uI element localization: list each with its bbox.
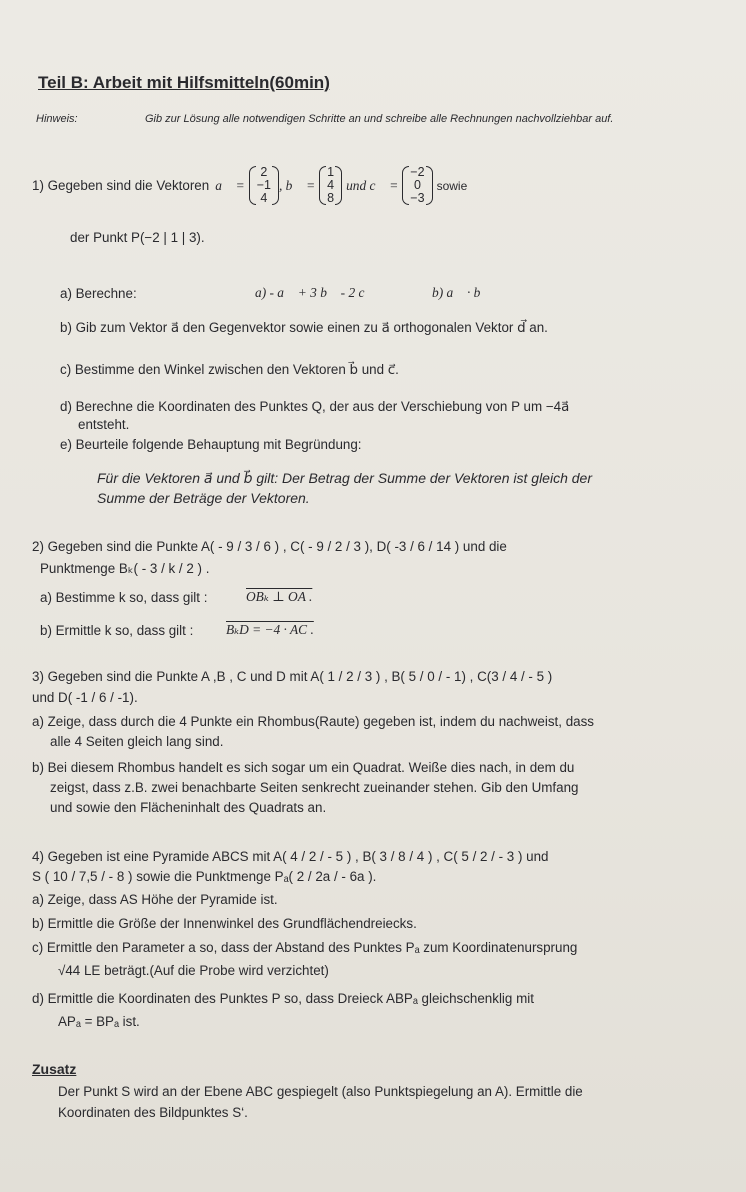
zusatz-title: Zusatz — [32, 1061, 77, 1077]
task2b-formula: BₖD = −4 · AC . — [226, 622, 314, 637]
vec-b-z: 8 — [327, 191, 335, 205]
task1e-claim-line1: Für die Vektoren a⃗ und b⃗ gilt: Der Betrag der Summe der Vektoren ist gleich der — [97, 470, 592, 486]
vec-b-x: 1 — [327, 165, 335, 179]
task4c-line2: √44 LE beträgt.(Auf die Probe wird verzichtet) — [58, 963, 329, 978]
vec-c-x: −2 — [410, 165, 425, 179]
vec-b-matrix — [319, 166, 342, 205]
task1e: e) Beurteile folgende Behauptung mit Begründung: — [60, 437, 362, 452]
task3b-line2: zeigst, dass z.B. zwei benachbarte Seiten senkrecht zueinander stehen. Gib den Umfang — [50, 780, 579, 795]
task1b: b) Gib zum Vektor a⃗ den Gegenvektor sowie einen zu a⃗ orthogonalen Vektor d⃗ an. — [60, 320, 548, 335]
vec-a-label: a⃗ = — [215, 177, 245, 193]
vec-b-label: , b⃗ = — [278, 177, 316, 193]
task1-vectors-line — [32, 166, 467, 205]
vec-b-y: 4 — [327, 178, 335, 192]
task1c: c) Bestimme den Winkel zwischen den Vektoren b⃗ und c⃗. — [60, 362, 399, 377]
task1a-expr1: a) - a⃗ + 3 b⃗ - 2 c⃗ — [255, 285, 375, 300]
task3-line2: und D( -1 / 6 / -1). — [32, 690, 138, 705]
task4d-line2: APₐ = BPₐ ist. — [58, 1014, 140, 1029]
task2-intro: 2) Gegeben sind die Punkte A( - 9 / 3 / 6 ) , C( - 9 / 2 / 3 ), D( -3 / 6 / 14 ) und die — [32, 539, 507, 554]
vec-c-z: −3 — [410, 191, 425, 205]
task1a-expr2: b) a⃗ · b⃗ — [432, 285, 491, 300]
task4d-line1: d) Ermittle die Koordinaten des Punktes P so, dass Dreieck ABPₐ gleichschenklig mit — [32, 991, 534, 1006]
task3-line1: 3) Gegeben sind die Punkte A ,B , C und D mit A( 1 / 2 / 3 ) , B( 5 / 0 / - 1) , C(3 / 4 / - 5 ) — [32, 669, 553, 684]
task3b-line1: b) Bei diesem Rhombus handelt es sich sogar um ein Quadrat. Weiße dies nach, in dem du — [32, 760, 575, 775]
task2-set: Punktmenge Bₖ( - 3 / k / 2 ) . — [40, 561, 210, 576]
vec-c-y: 0 — [413, 178, 421, 192]
page-title: Teil B: Arbeit mit Hilfsmitteln(60min) — [38, 73, 330, 92]
task4b: b) Ermittle die Größe der Innenwinkel des Grundflächendreiecks. — [32, 916, 417, 931]
task1e-claim-line2: Summe der Beträge der Vektoren. — [97, 490, 310, 506]
task1-intro: 1) Gegeben sind die Vektoren — [32, 177, 210, 193]
vec-a-matrix — [249, 166, 279, 205]
vec-a-x: 2 — [260, 165, 268, 179]
task3a-line2: alle 4 Seiten gleich lang sind. — [50, 734, 224, 749]
vec-a-z: 4 — [260, 191, 268, 205]
task4a: a) Zeige, dass AS Höhe der Pyramide ist. — [32, 892, 278, 907]
zusatz-line1: Der Punkt S wird an der Ebene ABC gespiegelt (also Punktspiegelung an A). Ermittle die — [58, 1084, 583, 1099]
vec-c-matrix — [402, 166, 432, 205]
vec-c-label: und c⃗ = — [346, 177, 399, 193]
task1d-line1: d) Berechne die Koordinaten des Punktes Q, der aus der Verschiebung von P um −4a⃗ — [60, 399, 570, 414]
task3a-line1: a) Zeige, dass durch die 4 Punkte ein Rhombus(Raute) gegeben ist, indem du nachweist, dass — [32, 714, 594, 729]
task4-line1: 4) Gegeben ist eine Pyramide ABCS mit A( 4 / 2 / - 5 ) , B( 3 / 8 / 4 ) , C( 5 / 2 / - 3 ) und — [32, 849, 549, 864]
hint-label: Hinweis: — [36, 113, 78, 125]
task1a-label: a) Berechne: — [60, 286, 137, 301]
hint-text: Gib zur Lösung alle notwendigen Schritte an und schreibe alle Rechnungen nachvollziehbar auf. — [145, 113, 614, 125]
sowie: sowie — [436, 178, 468, 193]
task4c-line1: c) Ermittle den Parameter a so, dass der Abstand des Punktes Pₐ zum Koordinatenursprung — [32, 940, 578, 955]
task2a-formula: OBₖ ⊥ OA . — [246, 589, 313, 604]
task2b-text: b) Ermittle k so, dass gilt : — [40, 623, 194, 638]
task2a-text: a) Bestimme k so, dass gilt : — [40, 590, 208, 605]
zusatz-line2: Koordinaten des Bildpunktes S‘. — [58, 1105, 248, 1120]
task3b-line3: und sowie den Flächeninhalt des Quadrats an. — [50, 800, 327, 815]
task1d-line2: entsteht. — [78, 417, 130, 432]
task1-point-line: der Punkt P(−2 | 1 | 3). — [70, 230, 205, 245]
task4-line2: S ( 10 / 7,5 / - 8 ) sowie die Punktmenge Pₐ( 2 / 2a / - 6a ). — [32, 869, 377, 884]
vec-a-y: −1 — [256, 178, 271, 192]
